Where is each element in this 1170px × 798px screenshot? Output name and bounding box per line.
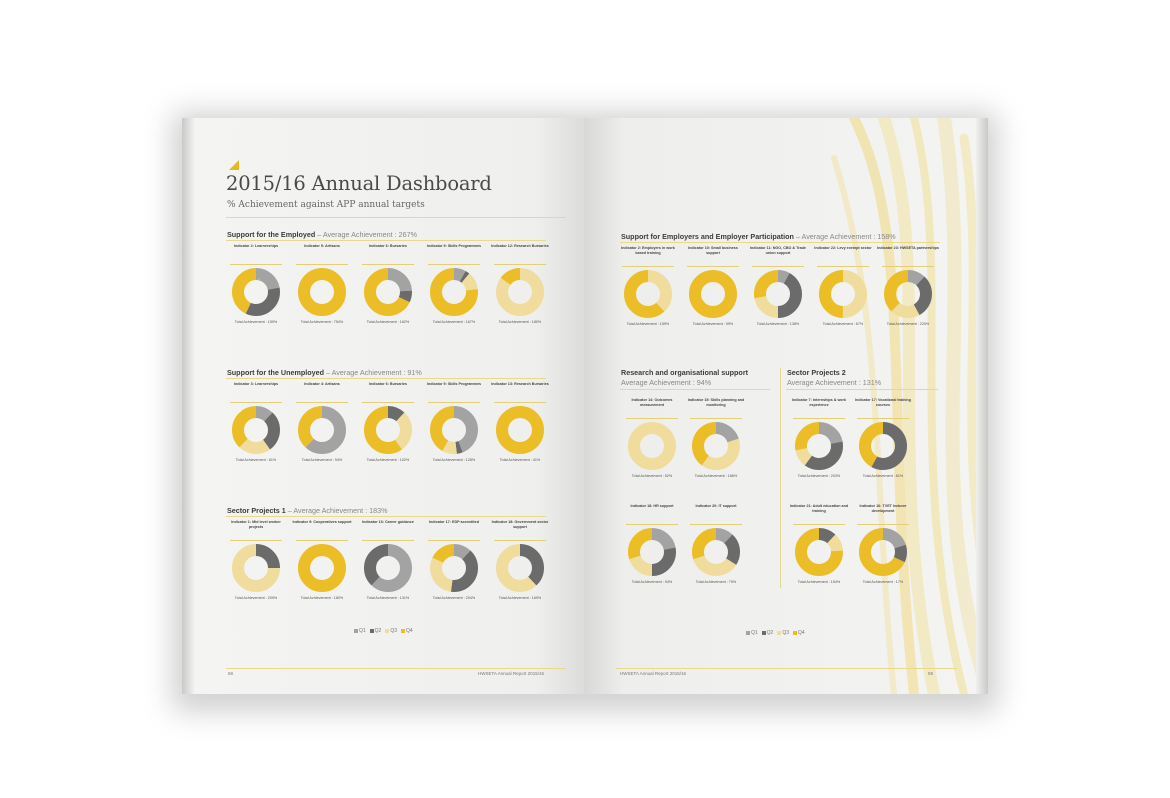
label-underline — [494, 540, 546, 541]
donut-chart — [363, 405, 413, 455]
total-achievement: Total Achievement : 180% — [498, 320, 542, 324]
total-achievement: Total Achievement : 204% — [432, 596, 476, 600]
donut-card — [811, 246, 875, 326]
section-average: – Average Achievement : 183% — [287, 506, 388, 515]
section-title: Support for the Employed — [227, 230, 316, 239]
label-underline — [857, 418, 909, 419]
page-number: 58 — [228, 671, 234, 676]
section-title: Research and organisational support — [621, 368, 749, 377]
section-average: – Average Achievement : 158% — [795, 232, 896, 241]
total-achievement: Total Achievement : 167% — [432, 320, 476, 324]
donut-chart — [818, 269, 868, 319]
legend-label: Q3 — [782, 630, 790, 636]
footer-text: HWSETA Annual Report 2015/16 — [478, 671, 544, 676]
donut-chart — [429, 405, 479, 455]
section-sector1-heading — [227, 506, 388, 515]
legend-item — [401, 628, 413, 634]
divider — [620, 389, 770, 390]
total-achievement: Total Achievement : 67% — [822, 322, 864, 326]
donut-chart — [231, 543, 281, 593]
label-underline — [687, 266, 739, 267]
indicator-label: Indicator 2: Employers in work based training — [621, 246, 675, 255]
donut-chart — [429, 543, 479, 593]
indicator-label: Indicator 18: HR support — [630, 504, 674, 508]
donut-card — [422, 382, 486, 462]
label-underline — [494, 264, 546, 265]
divider — [226, 516, 546, 517]
divider — [616, 668, 956, 669]
label-underline — [690, 524, 742, 525]
section-sector2-heading — [787, 368, 881, 387]
legend-label: Q3 — [390, 628, 398, 634]
donut-card — [422, 244, 486, 324]
section-unemployed-heading — [227, 368, 422, 377]
total-achievement: Total Achievement : 102% — [366, 458, 410, 462]
donut-chart — [627, 421, 677, 471]
indicator-label: Indicator 17: Vocational training courses — [855, 398, 911, 407]
legend-swatch — [746, 631, 750, 635]
column-divider — [780, 368, 781, 588]
label-underline — [362, 402, 414, 403]
donut-card — [746, 246, 810, 326]
total-achievement: Total Achievement : 94% — [301, 458, 343, 462]
donut-chart — [858, 527, 908, 577]
donut-card — [620, 504, 684, 584]
label-underline — [230, 540, 282, 541]
total-achievement: Total Achievement : 52% — [631, 474, 673, 478]
section-employed-heading — [227, 230, 417, 239]
total-achievement: Total Achievement : 17% — [862, 580, 904, 584]
donut-chart — [297, 543, 347, 593]
label-underline — [296, 540, 348, 541]
donut-chart — [688, 269, 738, 319]
donut-chart — [691, 421, 741, 471]
corner-triangle-icon — [229, 160, 239, 170]
indicator-label: Indicator 20: IT support — [695, 504, 737, 508]
donut-segment-q3 — [634, 428, 670, 464]
label-underline — [882, 266, 934, 267]
donut-card — [851, 398, 915, 478]
donut-chart — [495, 543, 545, 593]
indicator-label: Indicator 23: HWSETA partnerships — [877, 246, 939, 250]
total-achievement: Total Achievement : 209% — [234, 596, 278, 600]
donut-card — [876, 246, 940, 326]
label-underline — [230, 264, 282, 265]
donut-card — [356, 382, 420, 462]
section-title: Sector Projects 1 — [227, 506, 286, 515]
label-underline — [622, 266, 674, 267]
footer-text: HWSETA Annual Report 2015/16 — [620, 671, 686, 676]
indicator-label: Indicator 11: NGO, CBO & Trade union support — [750, 246, 806, 255]
legend-label: Q1 — [359, 628, 366, 634]
indicator-label: Indicator 9: Cooperatives support — [292, 520, 352, 524]
indicator-label: Indicator 21: Adult education and training — [789, 504, 849, 513]
divider — [786, 389, 938, 390]
total-achievement: Total Achievement : 169% — [498, 596, 542, 600]
donut-card — [488, 520, 552, 600]
legend — [746, 630, 809, 636]
indicator-label: Indicator 15: Skills planning and monitoring — [687, 398, 745, 407]
label-underline — [230, 402, 282, 403]
label-underline — [857, 524, 909, 525]
label-underline — [793, 524, 845, 525]
donut-card — [290, 244, 354, 324]
section-average: – Average Achievement : 91% — [326, 368, 422, 377]
total-achievement: Total Achievement : 94% — [631, 580, 673, 584]
label-underline — [817, 266, 869, 267]
label-underline — [626, 418, 678, 419]
total-achievement: Total Achievement : 159% — [626, 322, 670, 326]
section-title: Support for the Unemployed — [227, 368, 325, 377]
donut-chart — [297, 267, 347, 317]
right-page — [584, 118, 988, 694]
legend-swatch — [401, 629, 405, 633]
label-underline — [362, 264, 414, 265]
total-achievement: Total Achievement : 154% — [797, 580, 841, 584]
donut-segment-q4 — [502, 412, 538, 448]
legend-item — [793, 630, 805, 636]
legend-item — [746, 630, 758, 636]
divider — [226, 378, 546, 379]
label-underline — [296, 402, 348, 403]
donut-card — [356, 244, 420, 324]
section-average: – Average Achievement : 267% — [317, 230, 418, 239]
total-achievement: Total Achievement : 138% — [756, 322, 800, 326]
total-achievement: Total Achievement : 162% — [366, 320, 410, 324]
label-underline — [793, 418, 845, 419]
indicator-label: Indicator 1: Mid level worker projects — [231, 520, 281, 529]
indicator-label: Indicator 3: Learnerships — [233, 382, 279, 386]
total-achievement: Total Achievement : 754% — [300, 320, 344, 324]
legend-swatch — [354, 629, 358, 633]
page-subtitle: % Achievement against APP annual targets — [227, 200, 425, 210]
donut-chart — [623, 269, 673, 319]
donut-segment-q4 — [695, 276, 731, 312]
donut-chart — [495, 405, 545, 455]
indicator-label: Indicator 6: Bursaries — [369, 244, 407, 248]
left-page — [182, 118, 584, 694]
total-achievement: Total Achievement : 203% — [797, 474, 841, 478]
indicator-label: Indicator 5: Artisans — [304, 244, 340, 248]
total-achievement: Total Achievement : 159% — [234, 320, 278, 324]
indicator-label: Indicator 7: Internships & work experience — [791, 398, 847, 407]
indicator-label: Indicator 16: TVET lecturer development — [859, 504, 907, 513]
donut-chart — [429, 267, 479, 317]
donut-chart — [753, 269, 803, 319]
section-employers-heading — [621, 232, 896, 241]
donut-card — [488, 244, 552, 324]
indicator-label: Indicator 12: Research Bursaries — [491, 244, 549, 248]
total-achievement: Total Achievement : 41% — [499, 458, 541, 462]
total-achievement: Total Achievement : 99% — [692, 322, 734, 326]
page-number: 59 — [928, 671, 934, 676]
donut-chart — [794, 527, 844, 577]
donut-card — [681, 246, 745, 326]
total-achievement: Total Achievement : 79% — [695, 580, 737, 584]
total-achievement: Total Achievement : 81% — [862, 474, 904, 478]
donut-chart — [363, 267, 413, 317]
donut-card — [224, 520, 288, 600]
donut-chart — [691, 527, 741, 577]
donut-card — [224, 382, 288, 462]
donut-chart — [627, 527, 677, 577]
donut-card — [290, 520, 354, 600]
donut-card — [616, 246, 680, 326]
total-achievement: Total Achievement : 166% — [694, 474, 738, 478]
indicator-label: Indicator 10: Small business support — [688, 246, 738, 255]
label-underline — [494, 402, 546, 403]
legend-item — [777, 630, 789, 636]
donut-card — [684, 504, 748, 584]
donut-card — [620, 398, 684, 478]
total-achievement: Total Achievement : 220% — [886, 322, 930, 326]
donut-segment-q4 — [304, 274, 340, 310]
section-average: Average Achievement : 131% — [787, 378, 882, 387]
legend — [354, 628, 417, 634]
donut-card — [787, 504, 851, 584]
donut-card — [851, 504, 915, 584]
legend-item — [762, 630, 774, 636]
divider — [226, 668, 566, 669]
donut-chart — [231, 267, 281, 317]
legend-label: Q2 — [374, 628, 382, 634]
legend-item — [385, 628, 397, 634]
indicator-label: Indicator 17: EDP accredited — [429, 520, 479, 524]
indicator-label: Indicator 22: Levy exempt sector — [814, 246, 872, 250]
legend-swatch — [385, 629, 389, 633]
divider — [620, 242, 940, 243]
legend-swatch — [762, 631, 766, 635]
label-underline — [362, 540, 414, 541]
legend-swatch — [370, 629, 374, 633]
total-achievement: Total Achievement : 81% — [235, 458, 277, 462]
indicator-label: Indicator 6: Bursaries — [369, 382, 407, 386]
label-underline — [428, 264, 480, 265]
donut-chart — [883, 269, 933, 319]
indicator-label: Indicator 2: Learnerships — [233, 244, 279, 248]
legend-label: Q2 — [766, 630, 774, 636]
legend-label: Q4 — [406, 628, 413, 634]
legend-label: Q4 — [798, 630, 805, 636]
section-title: Support for Employers and Employer Participation — [621, 232, 794, 241]
donut-card — [488, 382, 552, 462]
donut-chart — [495, 267, 545, 317]
label-underline — [296, 264, 348, 265]
legend-item — [354, 628, 366, 634]
label-underline — [428, 540, 480, 541]
indicator-label: Indicator 9: Skills Programmes — [426, 244, 482, 248]
indicator-label: Indicator 16: Career guidance — [362, 520, 414, 524]
donut-card — [787, 398, 851, 478]
total-achievement: Total Achievement : 128% — [432, 458, 476, 462]
indicator-label: Indicator 13: Research Bursaries — [491, 382, 549, 386]
section-average: Average Achievement : 94% — [621, 378, 712, 387]
label-underline — [752, 266, 804, 267]
total-achievement: Total Achievement : 180% — [300, 596, 344, 600]
label-underline — [626, 524, 678, 525]
donut-card — [224, 244, 288, 324]
donut-chart — [231, 405, 281, 455]
indicator-label: Indicator 9: Skills Programmes — [426, 382, 482, 386]
donut-card — [422, 520, 486, 600]
donut-card — [684, 398, 748, 478]
donut-chart — [297, 405, 347, 455]
donut-chart — [794, 421, 844, 471]
donut-chart — [858, 421, 908, 471]
label-underline — [690, 418, 742, 419]
donut-segment-q4 — [304, 550, 340, 586]
legend-swatch — [777, 631, 781, 635]
divider — [226, 240, 546, 241]
indicator-label: Indicator 4: Artisans — [304, 382, 340, 386]
donut-card — [290, 382, 354, 462]
donut-chart — [363, 543, 413, 593]
indicator-label: Indicator 18: Government sector support — [491, 520, 549, 529]
section-title: Sector Projects 2 — [787, 368, 846, 377]
indicator-label: Indicator 14: Outcomes measurement — [631, 398, 673, 407]
divider — [226, 217, 566, 218]
legend-swatch — [793, 631, 797, 635]
section-research-heading — [621, 368, 748, 387]
label-underline — [428, 402, 480, 403]
total-achievement: Total Achievement : 131% — [366, 596, 410, 600]
legend-label: Q1 — [751, 630, 758, 636]
legend-item — [370, 628, 382, 634]
page-title: 2015/16 Annual Dashboard — [226, 172, 492, 195]
donut-card — [356, 520, 420, 600]
